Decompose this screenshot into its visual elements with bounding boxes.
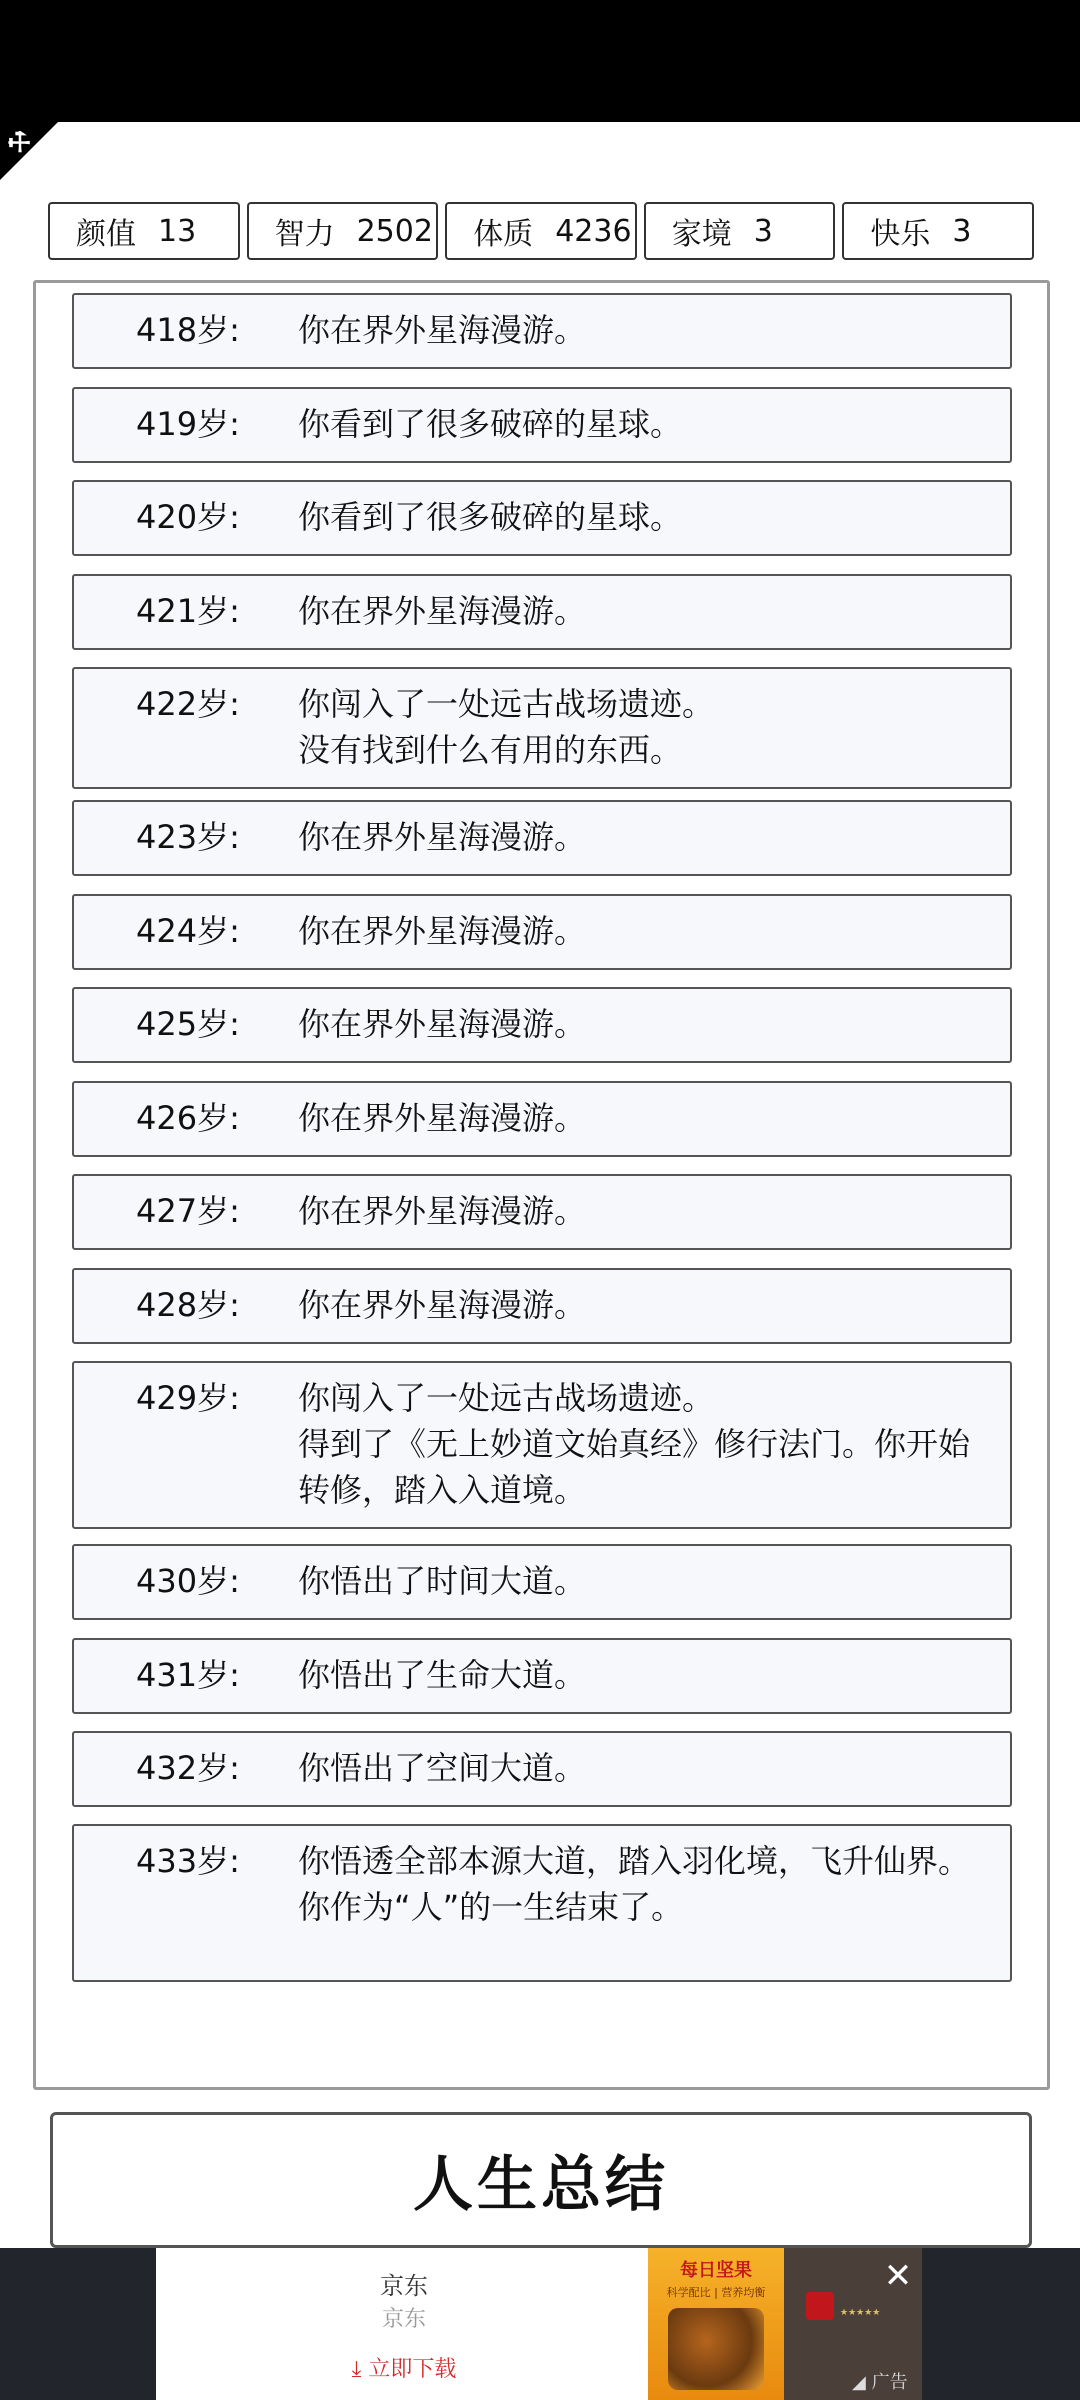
stat-label: 智力 [274, 217, 335, 252]
log-entry-age: 425岁: [136, 1005, 240, 1043]
log-entry [72, 1731, 1012, 1807]
log-entry-age: 418岁: [136, 311, 240, 349]
stat-value: 4236 [555, 213, 632, 249]
log-entry-age: 424岁: [136, 912, 240, 950]
log-entry [72, 894, 1012, 970]
log-entry-text: 你在界外星海漫游。 [298, 1286, 587, 1324]
ad-label [852, 2368, 908, 2394]
log-entry-text: 你闯入了一处远古战场遗迹。 没有找到什么有用的东西。 [298, 685, 715, 769]
log-entry [72, 1824, 1012, 1982]
log-entry [72, 1174, 1012, 1250]
ad-download-label: 立即下载 [368, 2357, 457, 2382]
nuts-bag-image [668, 2308, 764, 2390]
stat-box [445, 202, 637, 260]
stat-value: 2502 [356, 213, 433, 249]
log-entry-text: 你在界外星海漫游。 [298, 1099, 587, 1137]
log-entry [72, 480, 1012, 556]
log-entry [72, 667, 1012, 789]
log-entry-text: 你在界外星海漫游。 [298, 311, 587, 349]
ad-download-link[interactable] [156, 2352, 652, 2383]
log-entry-text: 你在界外星海漫游。 [298, 1005, 587, 1043]
log-entry-age: 429岁: [136, 1379, 240, 1417]
log-entry-age: 427岁: [136, 1192, 240, 1230]
log-entry-text: 你悟出了时间大道。 [298, 1562, 587, 1600]
ad-label-text: 广告 [871, 2372, 908, 2393]
log-entry-age: 419岁: [136, 405, 240, 443]
stats-bar [48, 202, 1034, 260]
log-entry-age: 420岁: [136, 498, 240, 536]
log-entry [72, 1268, 1012, 1344]
download-icon: ⤓ [351, 2357, 369, 2382]
stat-label: 家境 [671, 217, 732, 252]
stat-box [48, 202, 240, 260]
log-entry-text: 你看到了很多破碎的星球。 [298, 498, 683, 536]
log-entry-age: 423岁: [136, 818, 240, 856]
log-entry [72, 1638, 1012, 1714]
stat-value: 3 [753, 213, 773, 249]
ad-subtitle: 京东 [381, 2307, 426, 2332]
stat-label: 快乐 [870, 217, 931, 252]
life-summary-button[interactable]: 人生总结 [50, 2112, 1032, 2248]
log-entry [72, 1361, 1012, 1529]
log-entry [72, 800, 1012, 876]
log-entry-age: 431岁: [136, 1656, 240, 1694]
log-entry-age: 428岁: [136, 1286, 240, 1324]
stat-box [644, 202, 836, 260]
stat-value: 3 [952, 213, 972, 249]
log-entry-text: 你闯入了一处远古战场遗迹。 得到了《无上妙道文始真经》修行法门。你开始转修，踏入入道境。 [298, 1379, 971, 1509]
life-log-panel[interactable] [33, 280, 1050, 2090]
stat-box [842, 202, 1034, 260]
log-entry-text: 你在界外星海漫游。 [298, 1192, 587, 1230]
jd-logo-icon [806, 2292, 834, 2320]
log-entry-age: 430岁: [136, 1562, 240, 1600]
log-entry-text: 你悟出了空间大道。 [298, 1749, 587, 1787]
log-entry-age: 421岁: [136, 592, 240, 630]
signal-icon: ◢ [852, 2372, 872, 2393]
log-entry-text: 你在界外星海漫游。 [298, 912, 587, 950]
ad-product-image[interactable] [648, 2248, 784, 2400]
log-entry-text: 你在界外星海漫游。 [298, 592, 587, 630]
stat-value: 13 [158, 213, 197, 249]
ad-image-title: 每日坚果 [680, 2260, 752, 2281]
log-entry-age: 422岁: [136, 685, 240, 723]
log-entry-text: 你悟出了生命大道。 [298, 1656, 587, 1694]
log-entry [72, 387, 1012, 463]
stat-label: 体质 [473, 217, 534, 252]
stat-box [247, 202, 439, 260]
ad-banner[interactable] [0, 2248, 1080, 2400]
log-entry [72, 1081, 1012, 1157]
log-entry [72, 574, 1012, 650]
log-entry-age: 432岁: [136, 1749, 240, 1787]
log-entry [72, 987, 1012, 1063]
log-entry-text: 你看到了很多破碎的星球。 [298, 405, 683, 443]
ad-title: 京东 [380, 2272, 428, 2300]
ad-image-subtitle: 科学配比 | 营养均衡 [666, 2286, 766, 2299]
log-entry [72, 1544, 1012, 1620]
hammer-icon: ⚒ [0, 124, 39, 162]
stat-label: 颜值 [76, 217, 136, 252]
log-entry-text: 你悟透全部本源大道，踏入羽化境，飞升仙界。 你作为“人”的一生结束了。 [298, 1842, 971, 1926]
ad-card[interactable] [156, 2248, 652, 2400]
status-bar [0, 0, 1080, 122]
log-entry-age: 426岁: [136, 1099, 240, 1137]
close-icon[interactable]: ✕ [883, 2256, 913, 2296]
log-entry-text: 你在界外星海漫游。 [298, 818, 587, 856]
log-entry [72, 293, 1012, 369]
log-entry-age: 433岁: [136, 1842, 240, 1880]
rating-stars: ★★★★★ [840, 2308, 881, 2318]
